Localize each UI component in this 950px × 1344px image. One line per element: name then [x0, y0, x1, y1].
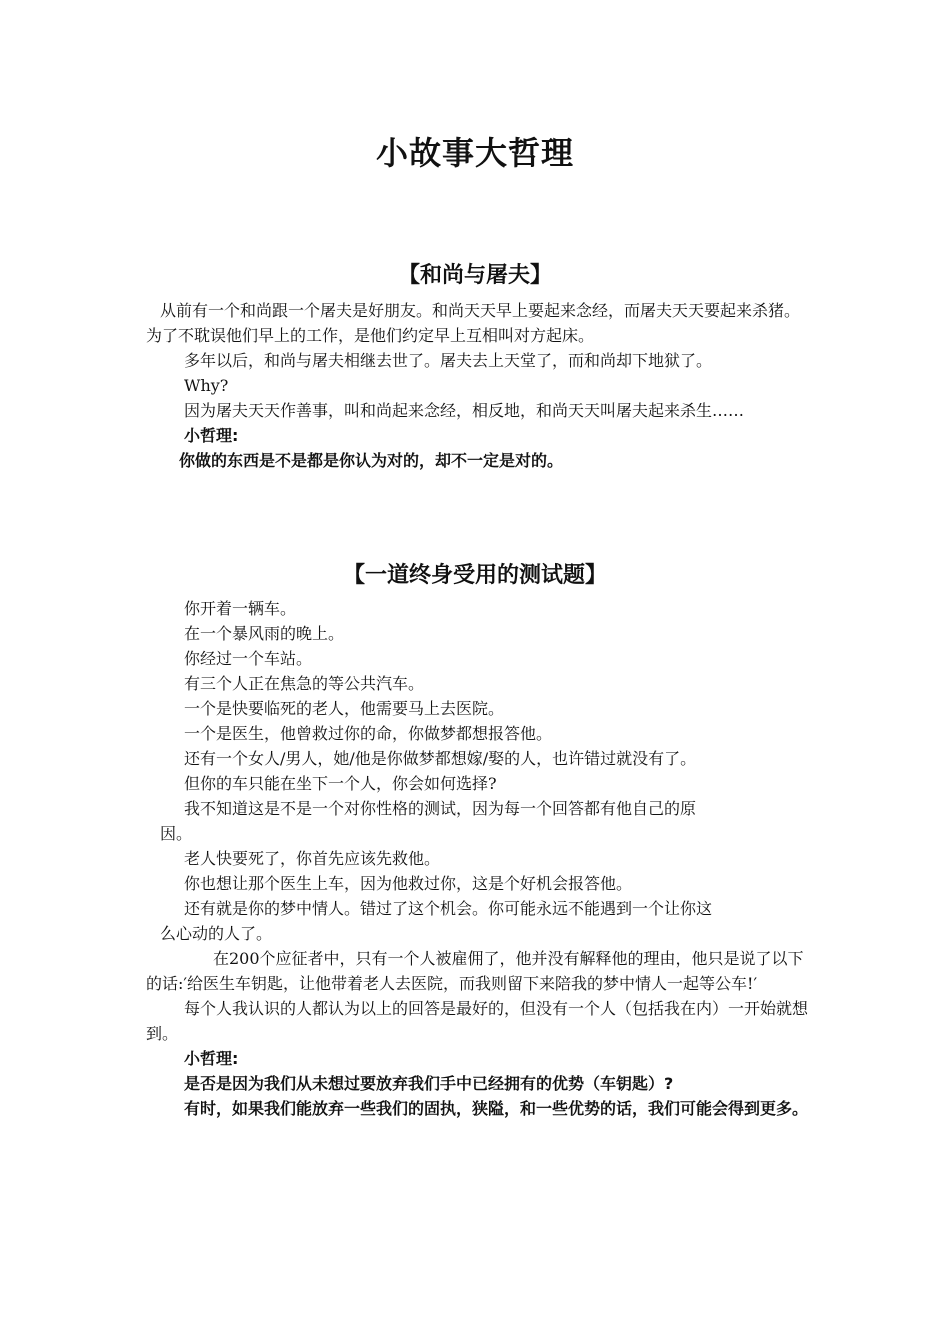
story1-body	[146, 298, 808, 473]
story1-paragraph: 从前有一个和尚跟一个屠夫是好朋友。和尚天天早上要起来念经，而屠夫天天要起来杀猪。为了不耽误他们早上的工作，是他们约定早上互相叫对方起床。	[146, 301, 801, 345]
story2-line: 么心动的人了。	[160, 924, 273, 943]
story2-line: 我不知道这是不是一个对你性格的测试，因为每一个回答都有他自己的原	[184, 799, 697, 818]
story1-paragraph: 因为屠夫天天作善事，叫和尚起来念经，相反地，和尚天天叫屠夫起来杀生……	[184, 401, 745, 420]
story2-lesson: 是否是因为我们从未想过要放弃我们手中已经拥有的优势（车钥匙）?	[184, 1074, 674, 1093]
story2-lesson: 有时，如果我们能放弃一些我们的固执，狭隘，和一些优势的话，我们可能会得到更多。	[184, 1099, 809, 1118]
page-title: 小故事大哲理	[375, 134, 574, 172]
story1-paragraph: Why?	[184, 376, 229, 395]
story1-lesson: 你做的东西是不是都是你认为对的，却不一定是对的。	[179, 451, 564, 470]
story2-line: 在一个暴风雨的晚上。	[184, 624, 345, 643]
story2-line: 一个是快要临死的老人，他需要马上去医院。	[184, 699, 505, 718]
story1-lesson-label: 小哲理:	[184, 426, 239, 445]
story2-line: 你开着一辆车。	[184, 599, 297, 618]
story2-line: 你也想让那个医生上车，因为他救过你，这是个好机会报答他。	[184, 874, 633, 893]
story2-paragraph: 在200个应征者中，只有一个人被雇佣了，他并没有解释他的理由，他只是说了以下的话:′给医生车钥匙，让他带着老人去医院，而我则留下来陪我的梦中情人一起等公车!′	[146, 949, 804, 993]
story2-heading: 【一道终身受用的测试题】	[342, 563, 607, 588]
story2-line: 因。	[160, 824, 193, 843]
story2-paragraph: 每个人我认识的人都认为以上的回答是最好的，但没有一个人（包括我在内）一开始就想到。	[146, 999, 809, 1043]
story2-line: 还有就是你的梦中情人。错过了这个机会。你可能永远不能遇到一个让你这	[184, 899, 713, 918]
story2-line: 还有一个女人/男人，她/他是你做梦都想嫁/娶的人，也许错过就没有了。	[184, 749, 697, 768]
story2-line: 一个是医生，他曾救过你的命，你做梦都想报答他。	[184, 724, 553, 743]
story1-paragraph: 多年以后，和尚与屠夫相继去世了。屠夫去上天堂了，而和尚却下地狱了。	[184, 351, 713, 370]
story2-body	[146, 596, 808, 1121]
story2-line: 你经过一个车站。	[184, 649, 313, 668]
story1-heading: 【和尚与屠夫】	[397, 263, 552, 288]
story2-line: 老人快要死了，你首先应该先救他。	[184, 849, 441, 868]
story2-line: 有三个人正在焦急的等公共汽车。	[184, 674, 425, 693]
story2-line: 但你的车只能在坐下一个人，你会如何选择?	[184, 774, 497, 793]
story2-lesson-label: 小哲理:	[184, 1049, 239, 1068]
